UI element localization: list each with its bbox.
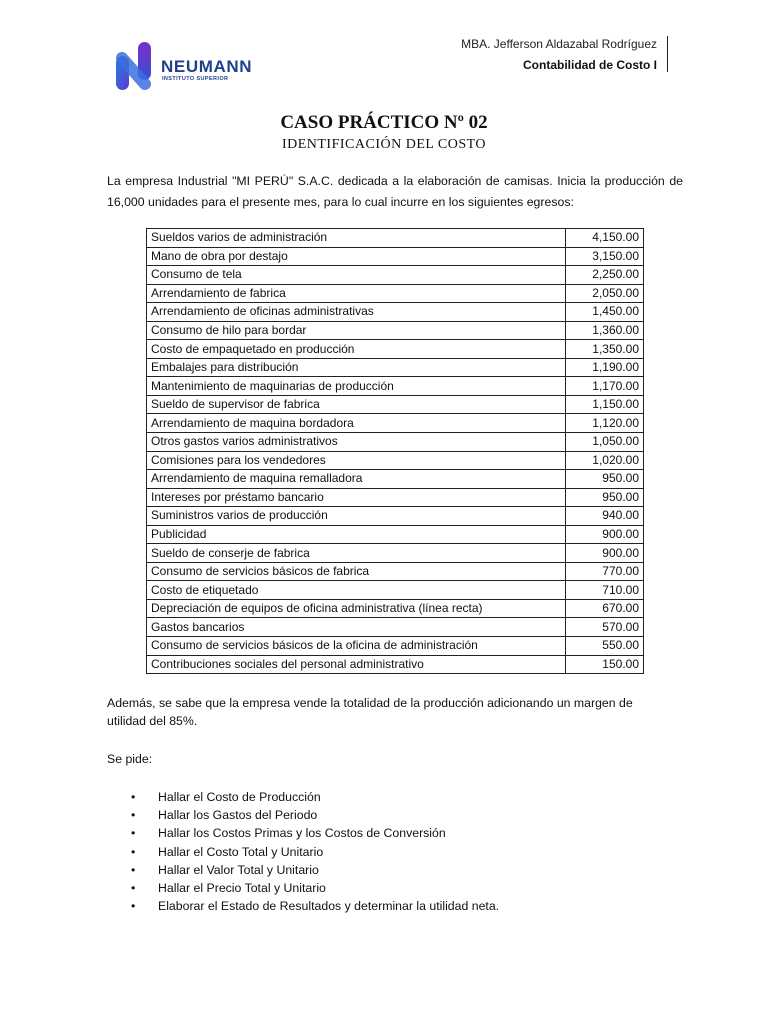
table-row — [147, 562, 644, 581]
list-item — [107, 806, 499, 824]
expense-concept: Suministros varios de producción — [147, 507, 566, 526]
expense-amount: 710.00 — [566, 581, 644, 600]
table-row — [147, 321, 644, 340]
expense-concept: Publicidad — [147, 525, 566, 544]
task-text: Hallar el Precio Total y Unitario — [158, 880, 326, 895]
table-row — [147, 229, 644, 248]
bullet-icon: • — [131, 826, 136, 841]
table-row — [147, 618, 644, 637]
expense-amount: 940.00 — [566, 507, 644, 526]
table-row — [147, 358, 644, 377]
expense-amount: 4,150.00 — [566, 229, 644, 248]
expense-amount: 2,250.00 — [566, 266, 644, 285]
brand-tagline: INSTITUTO SUPERIOR — [162, 76, 229, 82]
neumann-logo-icon — [114, 40, 158, 96]
table-row — [147, 340, 644, 359]
table-row — [147, 284, 644, 303]
table-row — [147, 377, 644, 396]
expense-amount: 670.00 — [566, 599, 644, 618]
expenses-table — [146, 228, 644, 674]
bullet-icon: • — [131, 899, 136, 914]
expense-amount: 1,120.00 — [566, 414, 644, 433]
expense-amount: 950.00 — [566, 470, 644, 489]
expense-concept: Consumo de servicios básicos de fabrica — [147, 562, 566, 581]
page-subtitle: IDENTIFICACIÓN DEL COSTO — [281, 137, 487, 152]
brand-name: NEUMANN — [161, 57, 253, 76]
expense-concept: Costo de etiquetado — [147, 581, 566, 600]
author-name: MBA. Jefferson Aldazabal Rodríguez — [461, 37, 657, 51]
table-row — [147, 266, 644, 285]
expense-concept: Mano de obra por destajo — [147, 247, 566, 266]
task-text: Hallar el Costo de Producción — [158, 790, 321, 804]
expense-concept: Contribuciones sociales del personal administrativo — [147, 655, 566, 674]
header-divider — [667, 36, 668, 72]
expense-amount: 3,150.00 — [566, 247, 644, 266]
expense-amount: 950.00 — [566, 488, 644, 507]
table-row — [147, 507, 644, 526]
brand-logo — [114, 40, 264, 96]
bullet-icon: • — [131, 808, 136, 823]
expense-amount: 1,020.00 — [566, 451, 644, 470]
table-row — [147, 581, 644, 600]
expense-amount: 150.00 — [566, 655, 644, 674]
expense-concept: Mantenimiento de maquinarias de producción — [147, 377, 566, 396]
expense-amount: 1,150.00 — [566, 395, 644, 414]
expense-concept: Embalajes para distribución — [147, 358, 566, 377]
expense-amount: 1,190.00 — [566, 358, 644, 377]
table-row — [147, 525, 644, 544]
expense-concept: Gastos bancarios — [147, 618, 566, 637]
table-row — [147, 599, 644, 618]
expense-concept: Arrendamiento de maquina remalladora — [147, 470, 566, 489]
table-row — [147, 451, 644, 470]
expense-concept: Otros gastos varios administrativos — [147, 433, 566, 452]
expense-concept: Consumo de hilo para bordar — [147, 321, 566, 340]
document-header — [461, 34, 657, 76]
task-text: Hallar los Costos Primas y los Costos de Conversión — [158, 826, 446, 841]
list-item — [107, 843, 499, 861]
expense-concept: Consumo de tela — [147, 266, 566, 285]
list-item — [107, 788, 499, 806]
list-item — [107, 824, 499, 842]
expense-concept: Arrendamiento de oficinas administrativas — [147, 303, 566, 322]
expense-concept: Arrendamiento de maquina bordadora — [147, 414, 566, 433]
expense-amount: 900.00 — [566, 525, 644, 544]
list-item — [107, 861, 499, 879]
table-row — [147, 655, 644, 674]
table-row — [147, 470, 644, 489]
expense-amount: 550.00 — [566, 637, 644, 656]
table-row — [147, 488, 644, 507]
task-text: Hallar los Gastos del Periodo — [158, 808, 318, 823]
expense-concept: Costo de empaquetado en producción — [147, 340, 566, 359]
task-text: Hallar el Valor Total y Unitario — [158, 862, 319, 877]
table-row — [147, 247, 644, 266]
expense-concept: Consumo de servicios básicos de la oficina de administración — [147, 637, 566, 656]
table-row — [147, 637, 644, 656]
page-title: CASO PRÁCTICO Nº 02 — [280, 112, 488, 133]
expense-amount: 1,350.00 — [566, 340, 644, 359]
expense-concept: Sueldos varios de administración — [147, 229, 566, 248]
course-name: Contabilidad de Costo I — [523, 58, 657, 72]
tasks-list — [107, 788, 499, 915]
expense-amount: 1,450.00 — [566, 303, 644, 322]
table-row — [147, 303, 644, 322]
table-row — [147, 414, 644, 433]
bullet-icon: • — [131, 862, 136, 877]
list-item — [107, 879, 499, 897]
expense-concept: Depreciación de equipos de oficina administrativa (línea recta) — [147, 599, 566, 618]
task-text: Hallar el Costo Total y Unitario — [158, 844, 324, 859]
expense-concept: Sueldo de supervisor de fabrica — [147, 395, 566, 414]
expense-amount: 1,170.00 — [566, 377, 644, 396]
table-row — [147, 395, 644, 414]
expense-amount: 900.00 — [566, 544, 644, 563]
expense-amount: 1,360.00 — [566, 321, 644, 340]
expense-amount: 570.00 — [566, 618, 644, 637]
task-text: Elaborar el Estado de Resultados y determinar la utilidad neta. — [158, 899, 500, 914]
expense-concept: Sueldo de conserje de fabrica — [147, 544, 566, 563]
expense-amount: 2,050.00 — [566, 284, 644, 303]
expense-concept: Intereses por préstamo bancario — [147, 488, 566, 507]
table-row — [147, 544, 644, 563]
expense-amount: 770.00 — [566, 562, 644, 581]
bullet-icon: • — [131, 880, 136, 895]
expense-amount: 1,050.00 — [566, 433, 644, 452]
table-row — [147, 433, 644, 452]
margin-note: Además, se sabe que la empresa vende la totalidad de la producción adicionando un margen de utilidad del 85%. — [107, 696, 633, 728]
bullet-icon: • — [131, 790, 136, 804]
list-item — [107, 897, 499, 915]
expense-concept: Comisiones para los vendedores — [147, 451, 566, 470]
expense-concept: Arrendamiento de fabrica — [147, 284, 566, 303]
ask-label: Se pide: — [107, 752, 153, 766]
intro-paragraph: La empresa Industrial "MI PERÚ" S.A.C. dedicada a la elaboración de camisas. Inicia la producción de 16,000 unidades para el presente mes, para lo cual incurre en los siguientes egresos: — [107, 174, 683, 209]
bullet-icon: • — [131, 844, 136, 859]
